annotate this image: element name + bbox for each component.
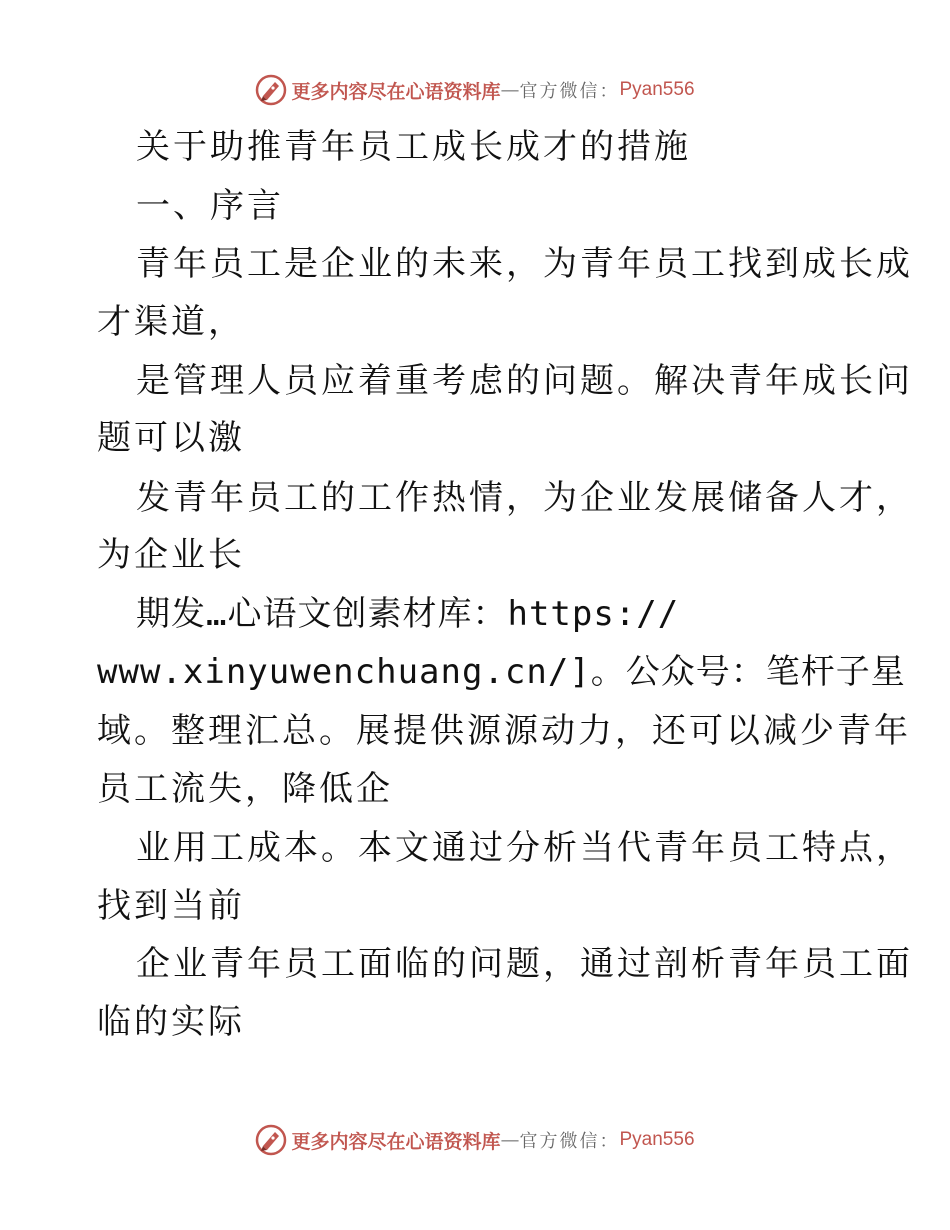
paragraph-line: 发青年员工的工作热情，为企业发展储备人才， [136,478,913,518]
banner-separator: — [500,79,520,101]
banner-wechat-id: Pyan556 [619,79,695,100]
paragraph-line: 青年员工是企业的未来，为青年员工找到成长成 [136,244,913,284]
paragraph-line: 才渠道， [97,302,245,342]
banner-site-name: 更多内容尽在心语资料库 [291,80,501,103]
document-title: 关于助推青年员工成长成才的措施 [136,127,691,167]
paragraph-line: 员工流失，降低企 [97,769,393,809]
paragraph-line: 为企业长 [97,535,245,575]
banner-wechat-label: 官方微信： [519,81,620,102]
header-banner [0,70,950,110]
pen-nib-logo-icon [255,1124,287,1156]
section-heading: 一、序言 [136,186,284,226]
banner-wechat-id: Pyan556 [619,1129,695,1150]
paragraph-line: 找到当前 [97,886,245,926]
paragraph-line: 域。整理汇总。展提供源源动力，还可以减少青年 [97,711,911,751]
paragraph-line: www.xinyuwenchuang.cn/]。公众号：笔杆子星 [97,652,906,692]
pen-nib-logo-icon [255,74,287,106]
paragraph-line: 企业青年员工面临的问题，通过剖析青年员工面 [136,944,913,984]
paragraph-line: 临的实际 [97,1002,245,1042]
banner-wechat-label: 官方微信： [519,1131,620,1152]
footer-banner [0,1120,950,1160]
paragraph-line: 题可以激 [97,418,245,458]
paragraph-line: 期发…心语文创素材库：https:// [136,594,680,634]
banner-separator: — [500,1129,520,1151]
paragraph-line: 是管理人员应着重考虑的问题。解决青年成长问 [136,361,913,401]
banner-site-name: 更多内容尽在心语资料库 [291,1130,501,1153]
paragraph-line: 业用工成本。本文通过分析当代青年员工特点， [136,828,913,868]
